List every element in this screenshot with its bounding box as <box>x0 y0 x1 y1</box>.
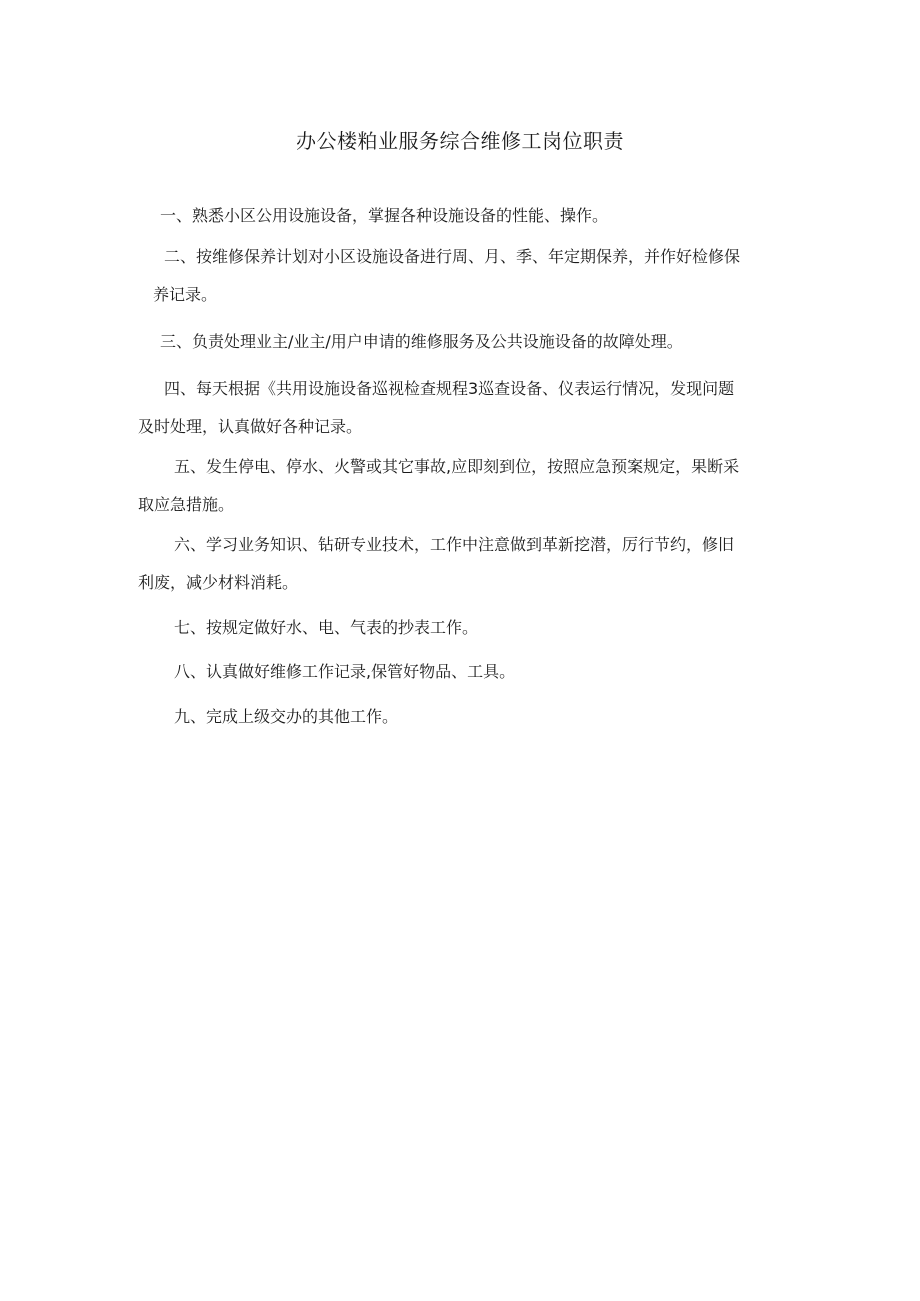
duty-item-line: 八、认真做好维修工作记录,保管好物品、工具。 <box>174 662 516 681</box>
duty-item-line: 九、完成上级交办的其他工作。 <box>174 707 399 726</box>
duty-item-line: 取应急措施。 <box>138 495 235 514</box>
duty-item-line: 三、负责处理业主/业主/用户申请的维修服务及公共设施设备的故障处理。 <box>160 332 683 351</box>
duty-item-line: 及时处理，认真做好各种记录。 <box>138 417 363 436</box>
duty-item-5 <box>138 448 780 524</box>
duty-item-9 <box>138 698 780 736</box>
duty-item-line: 六、学习业务知识、钻研专业技术，工作中注意做到革新挖潜，厉行节约，修旧 <box>174 535 735 554</box>
duty-item-2 <box>138 238 780 314</box>
duty-item-line: 利废，减少材料消耗。 <box>138 573 299 592</box>
duty-item-line: 二、按维修保养计划对小区设施设备进行周、月、季、年定期保养，并作好检修保 <box>164 247 741 266</box>
duty-item-3 <box>138 323 780 361</box>
document-title: 办公楼粕业服务综合维修工岗位职责 <box>296 129 624 153</box>
duty-item-line: 四、每天根据《共用设施设备巡视检查规程3巡查设备、仪表运行情况，发现问题 <box>164 379 735 398</box>
duty-item-line: 一、熟悉小区公用设施设备，掌握各种设施设备的性能、操作。 <box>160 206 609 225</box>
duty-item-4 <box>138 370 780 446</box>
duty-item-8 <box>138 653 780 691</box>
duty-item-7 <box>138 609 780 647</box>
duty-item-1 <box>138 197 780 235</box>
duty-item-line: 五、发生停电、停水、火警或其它事故,应即刻到位，按照应急预案规定，果断采 <box>174 457 740 476</box>
duty-item-line: 养记录。 <box>153 285 218 304</box>
duty-item-line: 七、按规定做好水、电、气表的抄表工作。 <box>174 618 479 637</box>
duty-item-6 <box>138 526 780 602</box>
